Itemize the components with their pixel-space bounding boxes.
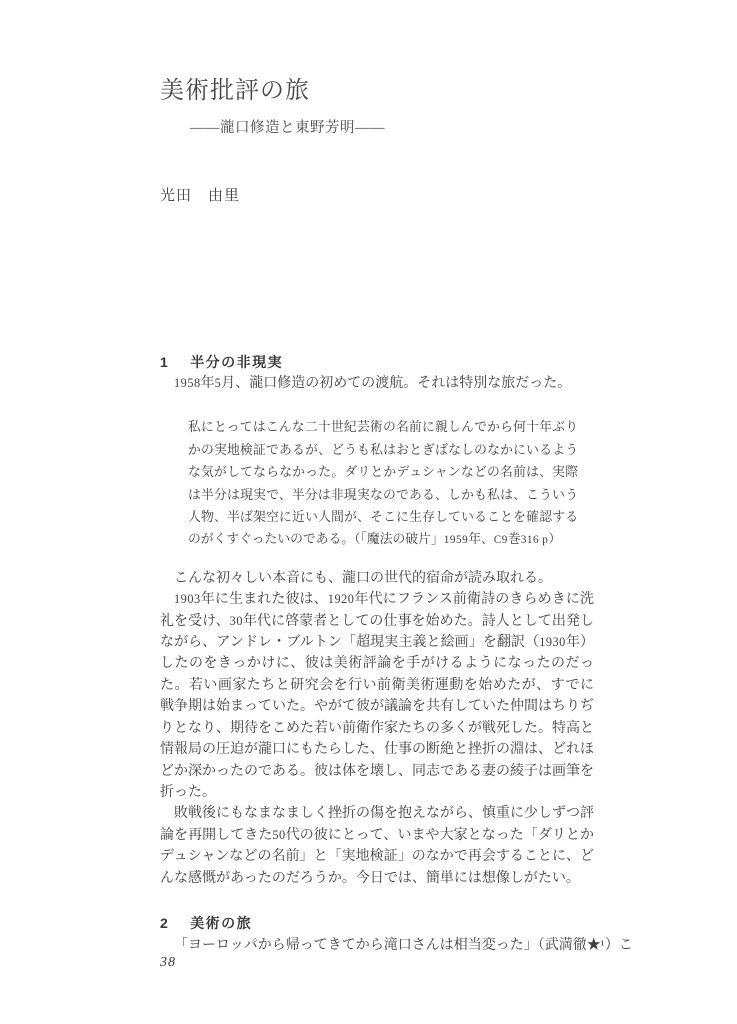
section-1-heading (160, 354, 594, 370)
section-2-title: 美術の旅 (190, 914, 253, 931)
paragraph: 「ヨーロッパから帰ってきてから滝口さんは相当変った」（武満徹★¹）こ (174, 937, 633, 953)
paragraph: 1903年に生まれた彼は、1920年代にフランス前衛詩のきらめきに洗礼を受け、30年代に啓蒙者としての仕事を始めた。詩人として出発しながら、アンドレ・ブルトン「超現実主義と絵画」を翻訳（1930年）したのをきっかけに、彼は美術評論を手がけるようになったのだった。若い画家たちと研究会を行い前衛美術運動を始めたが、すでに戦争期は始まっていた。やがて彼が議論を共有していた仲間はちりぢりとなり、期待をこめた若い前衛作家たちの多くが戦死した。特高と情報局の圧迫が瀧口にもたらした、仕事の断絶と挫折の淵は、どれほどか深かったのである。彼は体を壊し、同志である妻の綾子は画筆を折った。 (160, 592, 594, 800)
lead-paragraph: 1958年5月、瀧口修造の初めての渡航。それは特別な旅だった。 (174, 376, 572, 391)
section-2-heading (160, 915, 594, 931)
page-number: 38 (160, 955, 176, 970)
section-1-number: 1 (160, 354, 168, 370)
paragraph: こんな初々しい本音にも、瀧口の世代的宿命が読み取れる。 (174, 570, 552, 586)
paragraph: 敗戦後にもなまなましく挫折の傷を抱えながら、慎重に少しずつ評論を再開してきた50代の彼にとって、いまや大家となった「ダリとかデュシャンなどの名前」と「実地検証」のなかで再会することに、どんな感慨があったのだろうか。今日では、簡単には想像しがたい。 (160, 806, 595, 886)
subtitle: ――瀧口修造と東野芳明―― (190, 120, 385, 136)
section-half-unreality (160, 354, 594, 889)
author: 光田 由里 (160, 188, 241, 204)
blockquote: 私にとってはこんな二十世紀芸術の名前に親しんでから何十年ぶりかの実地検証であるが、どうも私はおとぎばなしのなかにいるような気がしてならなかった。ダリとかデュシャンなどの名前は、実際は半分は現実で、半分は非現実なのである、しかも私は、こういう人物、半ば架空に近い人間が、そこに生存していることを確認するのがくすぐったいのである。（「魔法の破片」1959年、C9巻316 p） (188, 420, 578, 547)
section-art-journey (160, 914, 633, 956)
section-1-title: 半分の非現実 (190, 354, 284, 370)
section-2-number: 2 (160, 914, 168, 931)
page-title: 美術批評の旅 (160, 78, 310, 104)
document-header (160, 79, 594, 205)
